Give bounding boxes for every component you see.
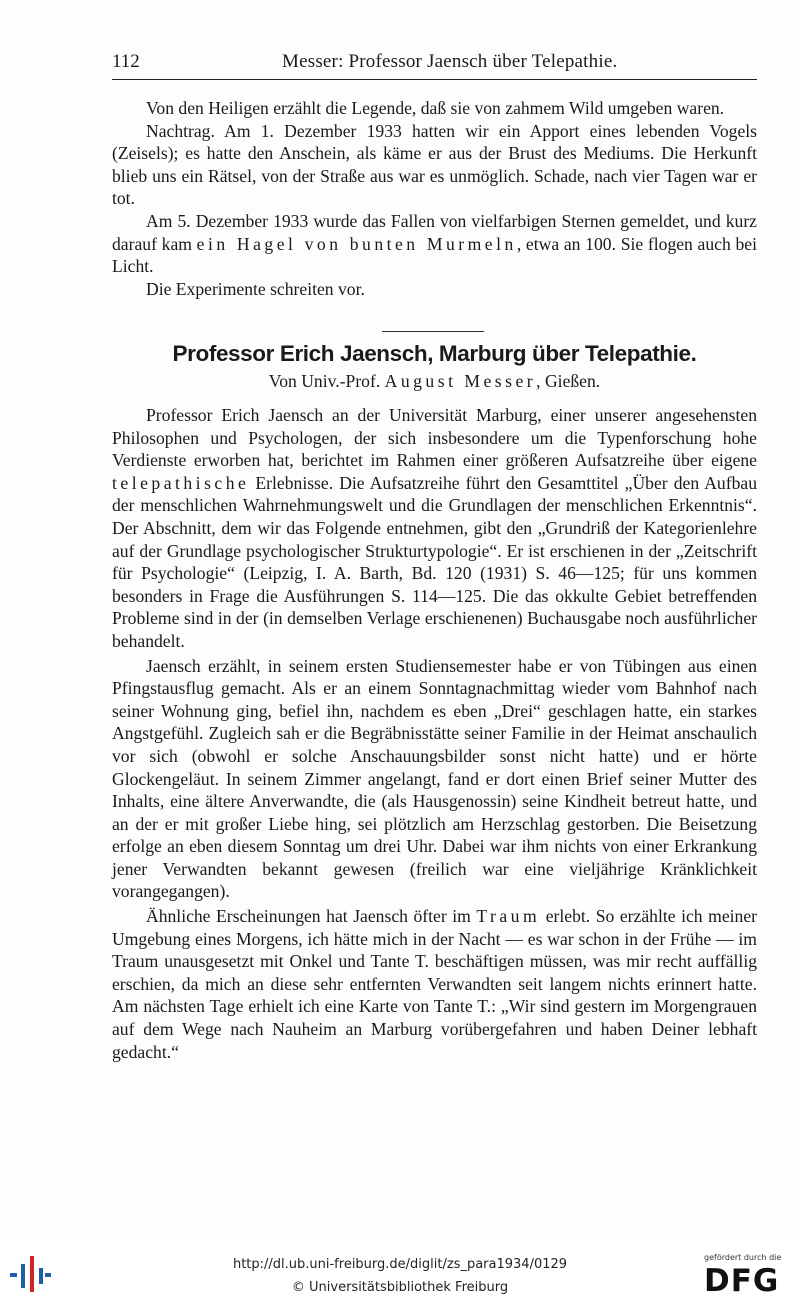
viewer-footer xyxy=(0,1240,800,1303)
byline-author: August Messer xyxy=(384,371,537,391)
article-title: Professor Erich Jaensch, Marburg über Telepathie. xyxy=(172,341,697,366)
document-url[interactable]: http://dl.ub.uni-freiburg.de/diglit/zs_para1934/0129 xyxy=(232,1257,568,1272)
byline-suffix: , Gießen. xyxy=(536,371,601,391)
article-p3-text-b: erlebt. So erzählte ich meiner Umgebung eines Morgens, ich hätte mich in der Nacht — es war schon in der Frühe — im Traum unausgesetzt mit Onkel und Tante T. beschäftigen müssen, was mir recht auffällig erschien, da mich an diese sehr entfernten Verwandten seit langem nichts erinnert hatte. Am nächsten Tage erhielt ich eine Karte von Tante T.: „Wir sind gestern im Morgengrauen auf dem Wege nach Nauheim an Marburg vorübergefahren und haben Deiner lebhaft gedacht.“ xyxy=(112,906,757,1062)
header-rule xyxy=(112,79,757,80)
dfg-logo-icon xyxy=(700,1253,792,1299)
article-byline xyxy=(112,371,757,392)
byline-prefix: Von Univ.-Prof. xyxy=(268,371,385,391)
intro-paragraph-1: Von den Heiligen erzählt die Legende, daß sie von zahmem Wild umgeben waren. xyxy=(146,98,725,118)
article-body xyxy=(112,404,757,1063)
intro-p3-text-b: , etwa an 100. Sie flogen auch bei Licht. xyxy=(112,233,757,277)
intro-paragraph-2: Nachtrag. Am 1. Dezember 1933 hatten wir ein Apport eines lebenden Vogels (Zeisels); es hatte den Anschein, als käme er aus der Brust des Mediums. Die Herkunft blieb uns ein Rätsel, von der Straße aus war es unmöglich. Schade, nach vier Tagen war er tot. xyxy=(112,120,757,209)
section-separator xyxy=(382,331,484,332)
intro-paragraph-4: Die Experimente schreiten vor. xyxy=(146,278,365,299)
article-p3-spaced: Traum xyxy=(476,906,541,927)
article-paragraph-3 xyxy=(112,905,757,1063)
article-p3-text-a: Ähnliche Erscheinungen hat Jaensch öfter im xyxy=(146,906,477,927)
intro-paragraph-3 xyxy=(112,210,757,278)
intro-section xyxy=(112,97,757,300)
page-number: 112 xyxy=(112,51,140,72)
article-paragraph-1 xyxy=(112,404,757,653)
copyright-notice: © Universitätsbibliothek Freiburg xyxy=(291,1280,509,1295)
article-paragraph-2: Jaensch erzählt, in seinem ersten Studiensemester habe er von Tübingen aus einen Pfingstausflug gemacht. Als er an einem Sonntagnachmittag wieder vom Bahnhof nach seiner Wohnung ging, befiel ihn, nachdem es eben „Drei“ geschlagen hatte, ein starkes Angstgefühl. Zugleich sah er die Begräbnisstätte seiner Familie in der Heimat anschaulich vor sich (obwohl er solche Anschauungsbilder sonst nicht hatte) und er hörte Glockengeläut. In seinem Zimmer angelangt, fand er dort einen Brief seiner Mutter des Inhalts, eine ältere Anverwandte, die (als Hausgenossin) seine Kindheit betreut hatte, und an der er mit großer Liebe hing, sei plötzlich am Herzschlag gestorben. Die Beisetzung erfolge an eben diesem Sonntag um drei Uhr. Dabei war ihm nichts von einer Erkrankung jener Verwandten bekannt gewesen (freilich war eine vieljährige Kränklichkeit vorangegangen). xyxy=(112,655,757,902)
dfg-logo-text: DFG xyxy=(704,1263,780,1299)
article-p1-text-b: Erlebnisse. Die Aufsatzreihe führt den Gesamttitel „Über den Aufbau der menschlichen Wahrnehmungswelt und die Grundlagen der menschlichen Erkenntnis“. Der Abschnitt, dem wir das Folgende entnehmen, gibt den „Grundriß der Kategorienlehre auf der Grundlage psychologischer Strukturtypologie“. Er ist erschienen in der „Zeitschrift für Psychologie“ (Leipzig, I. A. Barth, Bd. 120 (1931) S. 46—125; für uns kommen besonders in Frage die Ausführungen S. 114—125. Die das okkulte Gebiet betreffenden Probleme sind in der (in demselben Verlage erschienenen) Buchausgabe noch ausführlicher behandelt. xyxy=(112,472,757,651)
intro-p3-text-a: Am 5. Dezember 1933 wurde das Fallen von vielfarbigen Sternen gemeldet, und kurz darauf kam xyxy=(112,210,757,254)
page-header xyxy=(112,49,757,79)
article-p1-spaced: telepathische xyxy=(112,472,250,493)
article-p1-text-a: Professor Erich Jaensch an der Universität Marburg, einer unserer angesehensten Philosophen und Psychologen, der sich insbesondere um die Typenforschung hohe Verdienste erworben hat, berichtet im Rahmen einer größeren Aufsatzreihe über eigene xyxy=(112,405,757,471)
funder-note: gefördert durch die xyxy=(704,1253,782,1262)
intro-p3-spaced: ein Hagel von bunten Murmeln xyxy=(196,233,517,254)
running-title: Messer: Professor Jaensch über Telepathie. xyxy=(282,51,618,72)
